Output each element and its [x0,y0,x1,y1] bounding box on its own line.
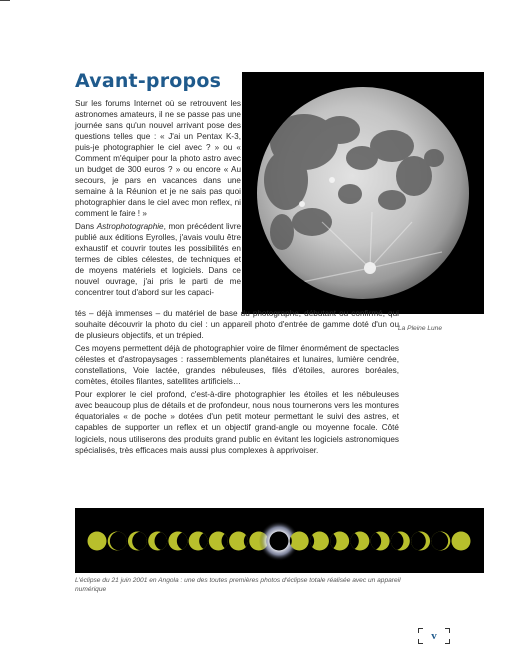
page-title: Avant-propos [75,70,222,92]
eclipse-phase [108,532,129,551]
moon-illustration [242,72,484,314]
corner-crop-mark [0,0,10,1]
eclipse-phase [452,532,471,551]
eclipse-phase [407,532,430,551]
paragraph-4: Pour explorer le ciel profond, c'est-à-dire photographier les étoiles et les nébuleuses avec beaucoup plus de détails et de profondeur, nous nous tournerons vers les montures équatoriales « de poche » dotées d'un petit moteur permettant le suivi des astres, et capables de supporter un reflex et un objectif grand-angle ou moyenne focale. Côté logiciels, nous utiliserons des produits grand public en évitant les logiciels astronomiques spécialisés, très efficaces mais aussi plus complexes à apprivoiser. [75,390,399,455]
page-number [418,628,450,644]
intro-paragraph: Sur les forums Internet où se retrouvent les astronomes amateurs, il ne se passe pas une journée sans qu'un nouvel arrivant pose des questions telles que : « J'ai un Pentax K-3, puis-je photographier le ciel avec ? » ou « Comment m'équiper pour la photo astro avec un budget de 300 euros ? » ou encore « Au secours, je pars en vacances dans une semaine à la Réunion et je ne sais pas quoi photographier dans le ciel avec mon reflex, ni comment le faire ! » [75,99,241,219]
paragraph-2-continued: tés – déjà immenses – du matériel de base du photographe, débutant ou confirmé, qui souhaite découvrir la photo du ciel : un appareil photo d'entrée de gamme doté d'un ou de plusieurs objectifs, et un trépied. [75,309,399,341]
moon-caption: La Pleine Lune [398,325,442,332]
paragraph-2 [75,221,241,298]
paragraph-2-start: Dans [75,221,97,231]
eclipse-phase [429,532,450,551]
page-number-label: v [431,630,437,642]
intro-column [75,98,241,298]
eclipse-phase [128,532,151,551]
paragraph-3: Ces moyens permettent déjà de photographier voire de filmer énormément de spectacles célestes et d'astropaysages : rassemblements planétaires et lunaires, lumière cendrée, constellations, Voie lactée, grandes nébuleuses, filés d'étoiles, aurores boréales, comètes, étoiles filantes, satellites artificiels… [75,344,399,387]
book-title: Astrophotographie [96,221,164,231]
paragraph-2-end: , mon précédent livre publié aux éditions Eyrolles, j'avais voulu être exhaustif et couvrir toutes les possibilités en termes de cibles célestes, de techniques et de moyens matériels et logiciels. Dans ce nouvel ouvrage, j'ai pris le parti de me concentrer tout d'abord sur les capaci- [75,221,241,297]
eclipse-totality [270,532,289,551]
eclipse-sequence-photo [75,508,484,573]
eclipse-phase [88,532,107,551]
eclipse-phases [75,508,484,573]
body-text [75,308,399,456]
full-moon-photo [242,72,484,314]
eclipse-caption: L'éclipse du 21 juin 2001 en Angola : une des toutes premières photos d'éclipse totale réalisée avec un appareil numérique [75,577,401,593]
